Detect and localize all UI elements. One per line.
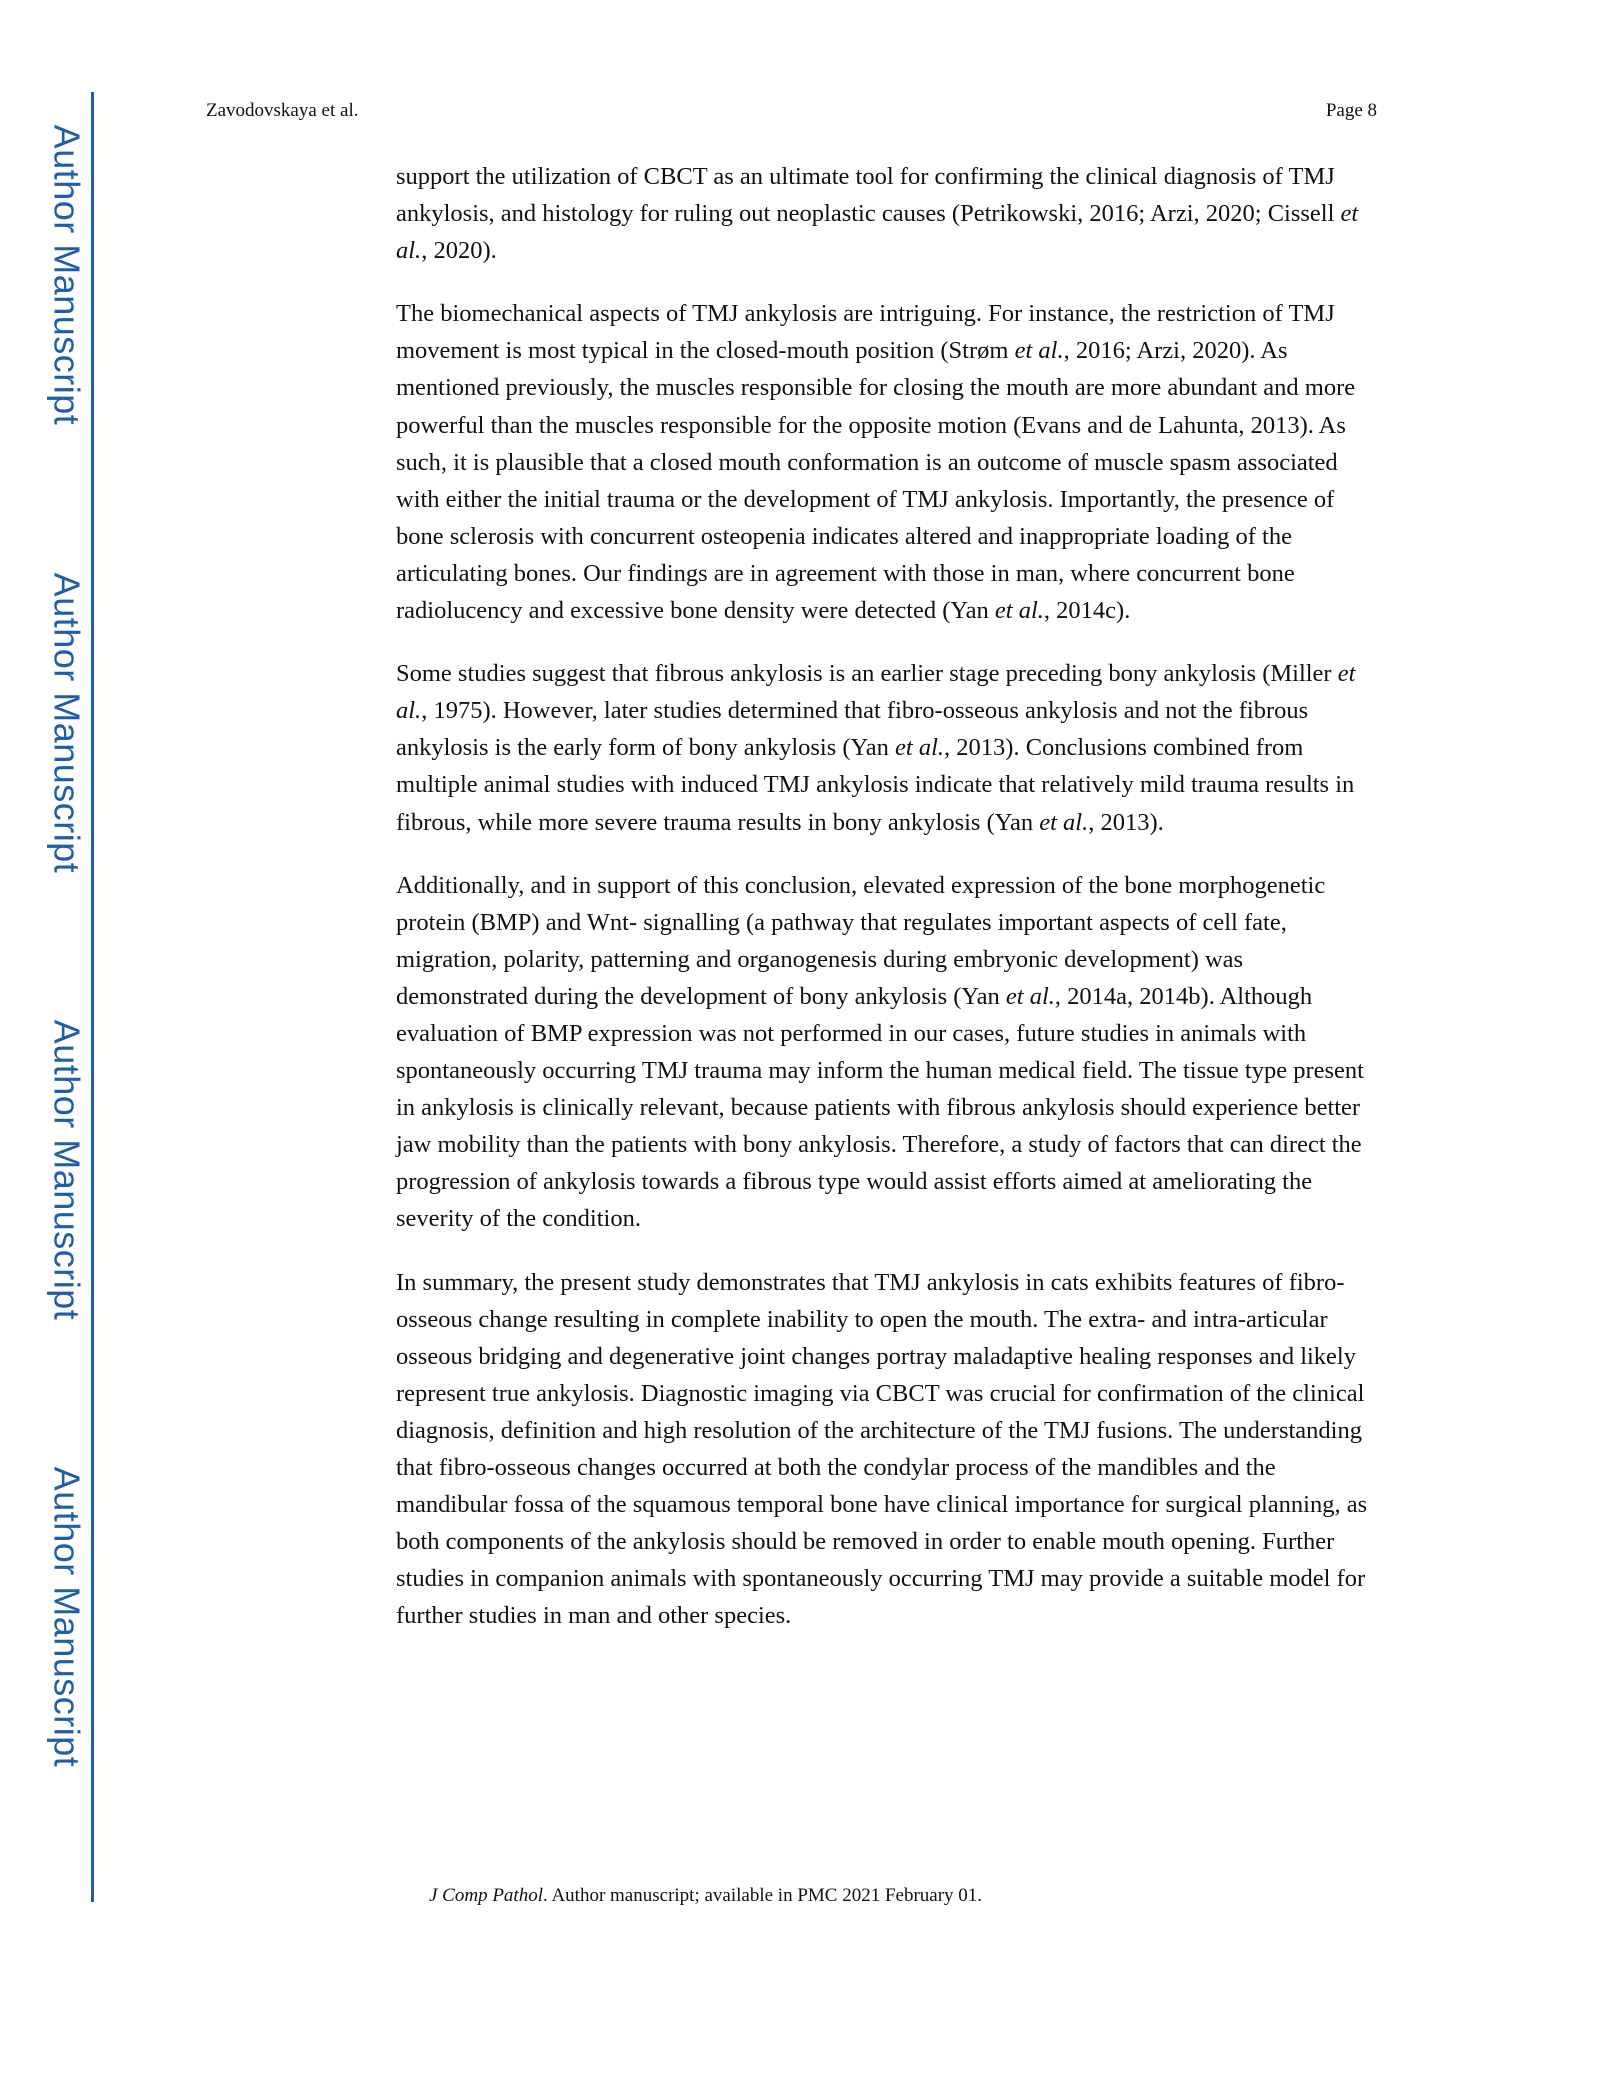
body-paragraph — [396, 1264, 1376, 1635]
paragraph-text: Some studies suggest that fibrous ankylosis is an earlier stage preceding bony ankylosis (Miller — [396, 660, 1338, 688]
italic-citation-text: et al. — [396, 200, 1359, 265]
paragraph-text: , 2014a, 2014b). Although evaluation of BMP expression was not performed in our cases, future studies in animals with spontaneously occurring TMJ trauma may inform the human medical field. The tissue type present in ankylosis is clinically relevant, because patients with fibrous ankylosis should experience better jaw mobility than the patients with bony ankylosis. Therefore, a study of factors that can direct the progression of ankylosis towards a fibrous type would assist efforts aimed at ameliorating the severity of the condition. — [396, 982, 1364, 1233]
paragraph-text: The biomechanical aspects of TMJ ankylosis are intriguing. For instance, the restriction of TMJ movement is most typical in the closed-mouth position (Strøm — [396, 300, 1335, 365]
author-manuscript-label-text: Author Manuscript — [46, 1019, 88, 1321]
italic-citation-text: et al. — [994, 597, 1044, 625]
journal-name: J Comp Pathol — [429, 1885, 543, 1906]
body-paragraph — [396, 867, 1376, 1238]
paragraph-text: In summary, the present study demonstrates that TMJ ankylosis in cats exhibits features of fibro-osseous change resulting in complete inability to open the mouth. The extra- and intra-articular osseous bridging and degenerative joint changes portray maladaptive healing responses and likely represent true ankylosis. Diagnostic imaging via CBCT was crucial for confirmation of the clinical diagnosis, definition and high resolution of the architecture of the TMJ fusions. The understanding that fibro-osseous changes occurred at both the condylar process of the mandibles and the mandibular fossa of the squamous temporal bone have clinical importance for surgical planning, as both components of the ankylosis should be removed in order to enable mouth opening. Further studies in companion animals with spontaneously occurring TMJ may provide a suitable model for further studies in man and other species. — [396, 1268, 1368, 1630]
paragraph-text: , 2016; Arzi, 2020). As mentioned previously, the muscles responsible for closing the mouth are more abundant and more powerful than the muscles responsible for the opposite motion (Evans and de Lahunta, 2013). As such, it is plausible that a closed mouth conformation is an outcome of muscle spasm associated with either the initial trauma or the development of TMJ ankylosis. Importantly, the presence of bone sclerosis with concurrent osteopenia indicates altered and inappropriate loading of the articulating bones. Our findings are in agreement with those in man, where concurrent bone radiolucency and excessive bone density were detected (Yan — [396, 337, 1356, 625]
paragraph-text: support the utilization of CBCT as an ultimate tool for confirming the clinical diagnosis of TMJ ankylosis, and histology for ruling out neoplastic causes (Petrikowski, 2016; Arzi, 2020; Cissell — [396, 163, 1341, 228]
paragraph-text: Additionally, and in support of this conclusion, elevated expression of the bone morphogenetic protein (BMP) and Wnt- signalling (a pathway that regulates important aspects of cell fate, migration, polarity, patterning and organogenesis during embryonic development) was demonstrated during the development of bony ankylosis (Yan — [396, 871, 1326, 1010]
author-manuscript-label — [18, 1005, 114, 1335]
article-body — [396, 158, 1376, 1660]
paragraph-text: , 2013). — [1088, 808, 1164, 836]
author-manuscript-label-text: Author Manuscript — [46, 1466, 88, 1768]
paragraph-text: , 1975). However, later studies determined that fibro-osseous ankylosis and not the fibrous ankylosis is the early form of bony ankylosis (Yan — [396, 697, 1309, 762]
author-manuscript-label-text: Author Manuscript — [46, 124, 88, 426]
italic-citation-text: et al. — [895, 734, 945, 762]
footer-citation — [429, 1885, 982, 1907]
italic-citation-text: et al. — [1039, 808, 1089, 836]
italic-citation-text: et al. — [1005, 982, 1055, 1010]
body-paragraph — [396, 158, 1376, 269]
paragraph-text: , 2013). Conclusions combined from multiple animal studies with induced TMJ ankylosis indicate that relatively mild trauma results in fibrous, while more severe trauma results in bony ankylosis (Yan — [396, 734, 1355, 836]
running-head-authors: Zavodovskaya et al. — [206, 100, 359, 121]
body-paragraph — [396, 295, 1376, 629]
running-head-page-number: Page 8 — [1325, 100, 1377, 121]
author-manuscript-label — [18, 1452, 114, 1782]
footer-availability-note: . Author manuscript; available in PMC 2021 February 01. — [543, 1885, 983, 1906]
italic-citation-text: et al. — [1014, 337, 1064, 365]
paragraph-text: , 2020). — [421, 237, 497, 265]
author-manuscript-label-text: Author Manuscript — [46, 572, 88, 874]
author-manuscript-label — [18, 110, 114, 440]
italic-citation-text: et al. — [396, 660, 1356, 725]
author-manuscript-label — [18, 558, 114, 888]
paragraph-text: , 2014c). — [1043, 597, 1131, 625]
body-paragraph — [396, 655, 1376, 840]
